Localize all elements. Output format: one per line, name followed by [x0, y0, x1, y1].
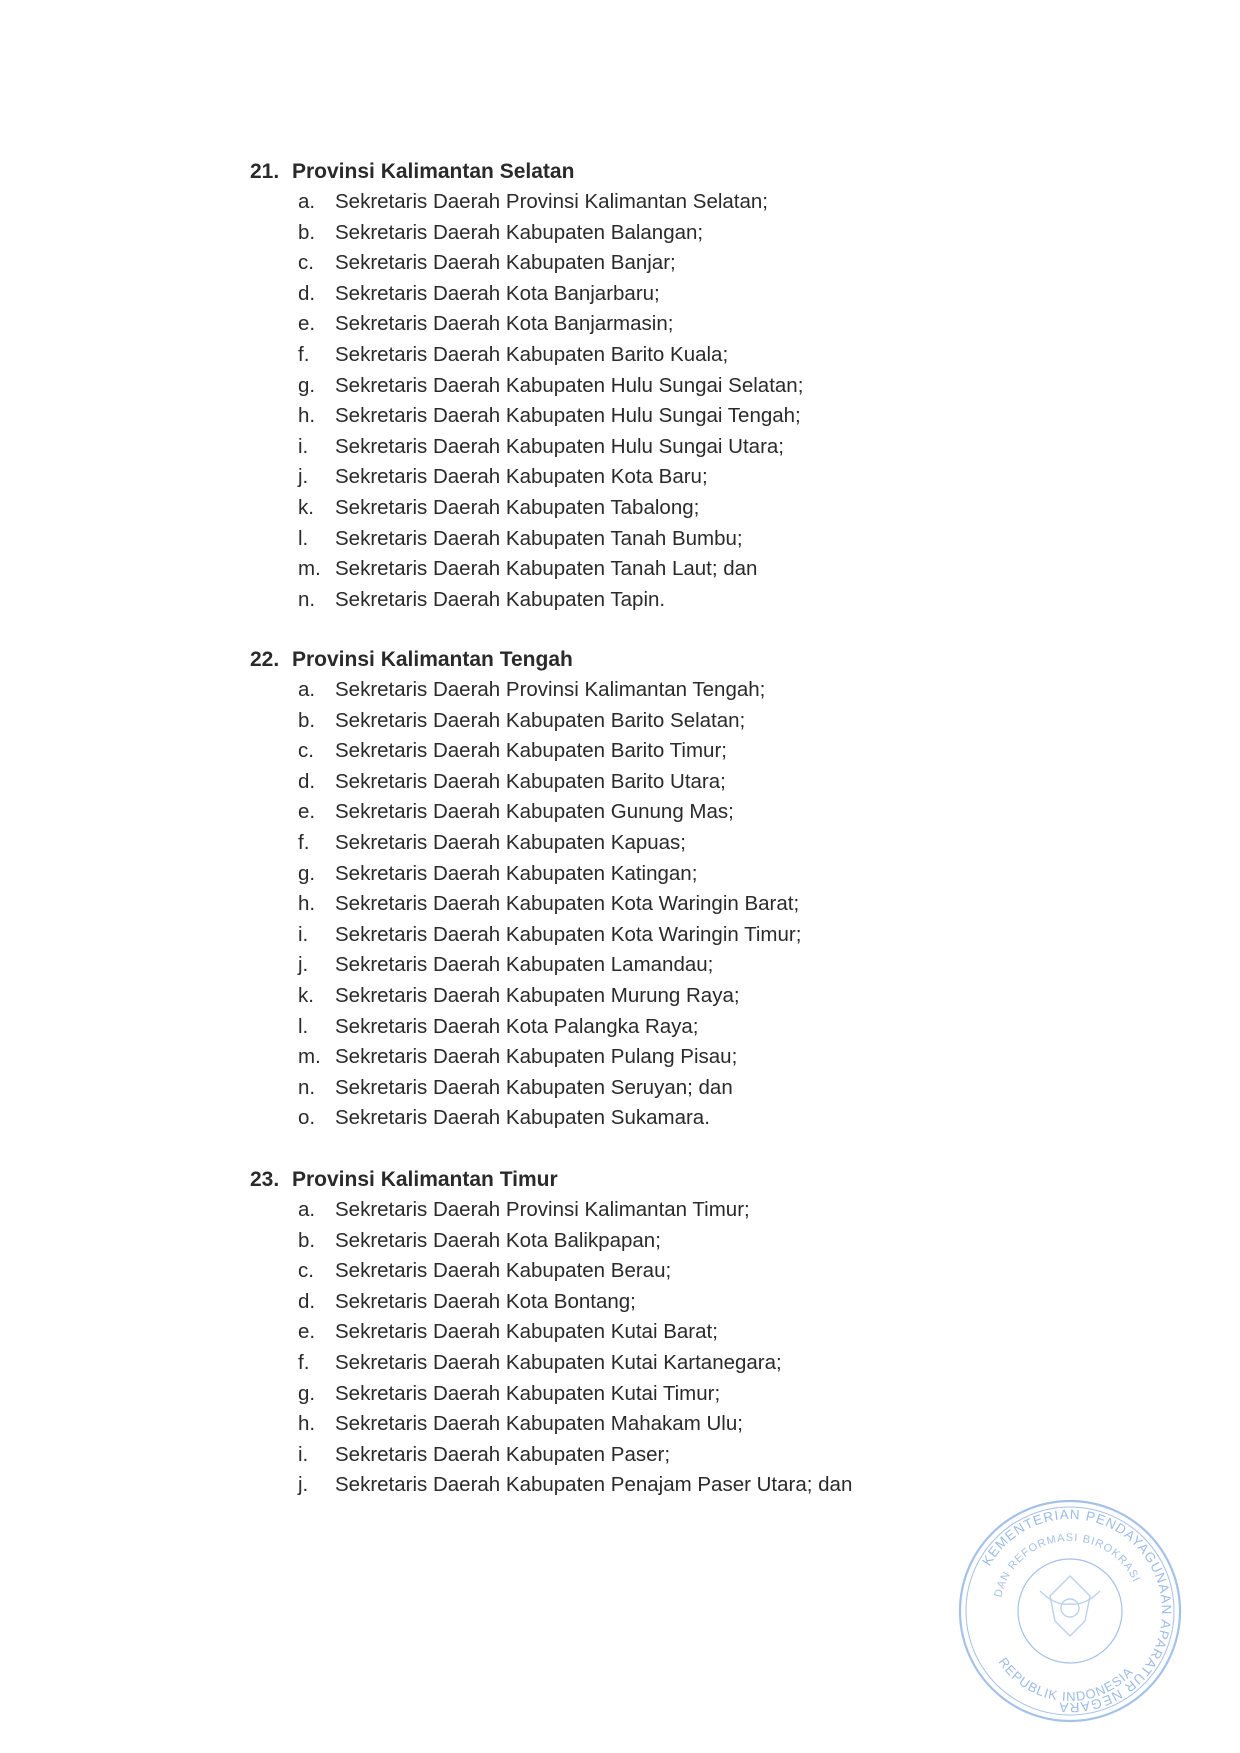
emblem-icon [1040, 1576, 1100, 1636]
item-letter: f. [298, 342, 310, 366]
item-text: Sekretaris Daerah Kabupaten Tanah Laut; dan [335, 557, 758, 581]
item-text: Sekretaris Daerah Kabupaten Kutai Barat; [335, 1320, 718, 1344]
item-text: Sekretaris Daerah Kota Bontang; [335, 1289, 636, 1313]
section-kalimantan-selatan [250, 157, 1050, 615]
item-text: Sekretaris Daerah Provinsi Kalimantan Timur; [335, 1198, 750, 1221]
list-item [250, 401, 1050, 432]
list-item [250, 1073, 1050, 1104]
list-item [250, 1317, 1050, 1348]
item-letter: m. [298, 1045, 321, 1069]
item-letter: j. [298, 465, 309, 489]
item-letter: c. [298, 251, 314, 275]
item-letter: n. [298, 587, 316, 611]
list-item [250, 859, 1050, 890]
official-stamp [955, 1496, 1185, 1726]
section-number: 23. [250, 1168, 280, 1191]
item-letter: j. [298, 1473, 309, 1497]
item-text: Sekretaris Daerah Kabupaten Paser; [335, 1442, 671, 1466]
item-letter: b. [298, 708, 316, 732]
list-item [250, 524, 1050, 555]
item-list [250, 675, 1050, 1134]
list-item [250, 1012, 1050, 1043]
list-item [250, 1379, 1050, 1410]
item-text: Sekretaris Daerah Kabupaten Kota Baru; [335, 465, 708, 489]
item-text: Sekretaris Daerah Kabupaten Tanah Bumbu; [335, 526, 743, 550]
item-letter: g. [298, 861, 316, 885]
item-letter: j. [298, 953, 309, 977]
item-letter: f. [298, 1350, 310, 1374]
list-item [250, 1103, 1050, 1134]
item-text: Sekretaris Daerah Kabupaten Banjar; [335, 251, 676, 275]
item-text: Sekretaris Daerah Kabupaten Hulu Sungai Selatan; [335, 373, 804, 397]
item-text: Sekretaris Daerah Kota Palangka Raya; [335, 1014, 699, 1038]
stamp-outer-text: KEMENTERIAN PENDAYAGUNAAN APARATUR NEGARA [979, 1506, 1175, 1716]
stamp-bottom-text: REPUBLIK INDONESIA [995, 1654, 1137, 1705]
item-text: Sekretaris Daerah Kabupaten Lamandau; [335, 953, 714, 977]
list-item [250, 950, 1050, 981]
item-text: Sekretaris Daerah Kabupaten Seruyan; dan [335, 1075, 733, 1099]
item-letter: a. [298, 678, 316, 701]
item-letter: g. [298, 1381, 316, 1405]
item-text: Sekretaris Daerah Kabupaten Penajam Paser Utara; dan [335, 1473, 853, 1497]
section-title: Provinsi Kalimantan Timur [292, 1168, 558, 1191]
list-item [250, 981, 1050, 1012]
item-text: Sekretaris Daerah Kabupaten Kutai Kartanegara; [335, 1350, 782, 1374]
item-letter: a. [298, 1198, 316, 1221]
item-letter: i. [298, 434, 309, 458]
item-list [250, 1195, 1050, 1501]
item-text: Sekretaris Daerah Kabupaten Mahakam Ulu; [335, 1412, 743, 1436]
list-item [250, 1440, 1050, 1471]
list-item [250, 920, 1050, 951]
item-text: Sekretaris Daerah Kabupaten Hulu Sungai Tengah; [335, 404, 801, 428]
item-text: Sekretaris Daerah Kabupaten Murung Raya; [335, 983, 740, 1007]
item-text: Sekretaris Daerah Kabupaten Barito Kuala; [335, 342, 729, 366]
item-text: Sekretaris Daerah Kabupaten Barito Selatan; [335, 708, 746, 732]
item-letter: h. [298, 892, 316, 916]
item-text: Sekretaris Daerah Kabupaten Barito Utara; [335, 769, 726, 793]
item-letter: k. [298, 983, 314, 1007]
list-item [250, 585, 1050, 616]
item-letter: d. [298, 1289, 316, 1313]
list-item [250, 554, 1050, 585]
item-letter: d. [298, 769, 316, 793]
list-item [250, 1042, 1050, 1073]
item-text: Sekretaris Daerah Kabupaten Hulu Sungai Utara; [335, 434, 784, 458]
item-text: Sekretaris Daerah Kabupaten Kutai Timur; [335, 1381, 721, 1405]
item-text: Sekretaris Daerah Kabupaten Barito Timur; [335, 739, 727, 763]
list-item [250, 248, 1050, 279]
item-letter: e. [298, 1320, 316, 1344]
section-heading [250, 645, 1050, 675]
item-letter: c. [298, 739, 314, 763]
list-item [250, 736, 1050, 767]
item-letter: i. [298, 1442, 309, 1466]
item-text: Sekretaris Daerah Kabupaten Tabalong; [335, 495, 700, 519]
item-text: Sekretaris Daerah Kabupaten Kota Waringin Timur; [335, 922, 802, 946]
item-text: Sekretaris Daerah Kabupaten Kapuas; [335, 830, 687, 854]
item-letter: a. [298, 190, 316, 213]
section-number: 22. [250, 648, 280, 671]
list-item [250, 371, 1050, 402]
list-item [250, 462, 1050, 493]
list-item [250, 1348, 1050, 1379]
list-item [250, 828, 1050, 859]
item-letter: k. [298, 495, 314, 519]
section-heading [250, 1165, 1050, 1195]
item-text: Sekretaris Daerah Kabupaten Pulang Pisau; [335, 1045, 738, 1069]
item-letter: n. [298, 1075, 316, 1099]
section-number: 21. [250, 160, 280, 183]
item-letter: e. [298, 312, 316, 336]
item-text: Sekretaris Daerah Kabupaten Katingan; [335, 861, 698, 885]
item-letter: e. [298, 800, 316, 824]
list-item [250, 1409, 1050, 1440]
list-item [250, 309, 1050, 340]
item-letter: o. [298, 1106, 316, 1130]
section-heading [250, 157, 1050, 187]
section-kalimantan-timur [250, 1165, 1050, 1501]
list-item [250, 340, 1050, 371]
item-text: Sekretaris Daerah Kota Banjarbaru; [335, 281, 660, 305]
item-text: Sekretaris Daerah Provinsi Kalimantan Selatan; [335, 190, 768, 213]
section-title: Provinsi Kalimantan Tengah [292, 648, 573, 671]
item-letter: f. [298, 830, 310, 854]
section-kalimantan-tengah [250, 645, 1050, 1134]
list-item [250, 675, 1050, 706]
item-letter: h. [298, 1412, 316, 1436]
item-text: Sekretaris Daerah Kota Balikpapan; [335, 1228, 661, 1252]
list-item [250, 889, 1050, 920]
item-text: Sekretaris Daerah Kabupaten Gunung Mas; [335, 800, 734, 824]
item-letter: b. [298, 220, 316, 244]
item-text: Sekretaris Daerah Kabupaten Sukamara. [335, 1106, 710, 1130]
list-item [250, 1287, 1050, 1318]
item-letter: l. [298, 1014, 309, 1038]
item-letter: b. [298, 1228, 316, 1252]
item-letter: c. [298, 1259, 314, 1283]
list-item [250, 1195, 1050, 1226]
list-item [250, 1226, 1050, 1257]
list-item [250, 432, 1050, 463]
list-item [250, 218, 1050, 249]
list-item [250, 279, 1050, 310]
item-letter: l. [298, 526, 309, 550]
section-title: Provinsi Kalimantan Selatan [292, 160, 575, 183]
item-letter: d. [298, 281, 316, 305]
stamp-inner-text: DAN REFORMASI BIROKRASI [992, 1531, 1143, 1599]
item-text: Sekretaris Daerah Kabupaten Berau; [335, 1259, 672, 1283]
list-item [250, 187, 1050, 218]
item-text: Sekretaris Daerah Kabupaten Kota Waringin Barat; [335, 892, 800, 916]
list-item [250, 706, 1050, 737]
item-text: Sekretaris Daerah Provinsi Kalimantan Tengah; [335, 678, 766, 701]
item-letter: i. [298, 922, 309, 946]
item-list [250, 187, 1050, 615]
item-text: Sekretaris Daerah Kabupaten Balangan; [335, 220, 704, 244]
list-item [250, 1470, 1050, 1501]
list-item [250, 797, 1050, 828]
list-item [250, 1256, 1050, 1287]
list-item [250, 493, 1050, 524]
item-letter: g. [298, 373, 316, 397]
list-item [250, 767, 1050, 798]
item-letter: h. [298, 404, 316, 428]
item-text: Sekretaris Daerah Kabupaten Tapin. [335, 587, 666, 611]
item-text: Sekretaris Daerah Kota Banjarmasin; [335, 312, 674, 336]
item-letter: m. [298, 557, 321, 581]
